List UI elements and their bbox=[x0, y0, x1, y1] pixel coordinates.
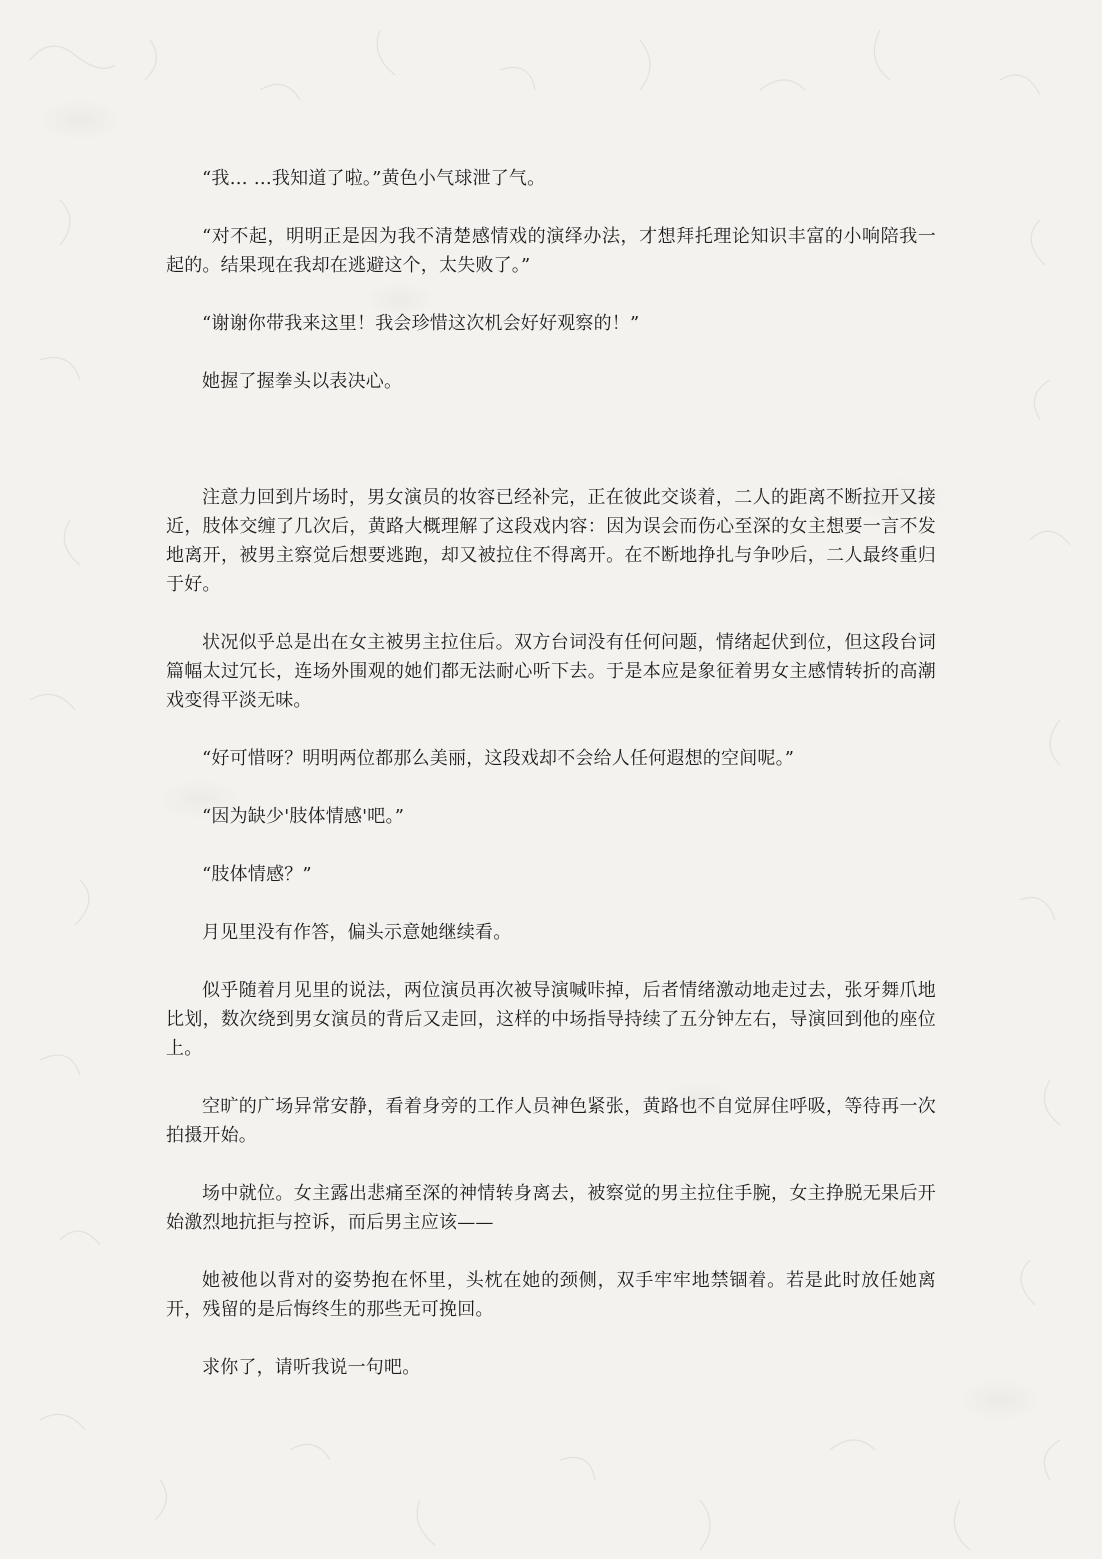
paragraph: “对不起，明明正是因为我不清楚感情戏的演绎办法，才想拜托理论知识丰富的小响陪我一起的。结果现在我却在逃避这个，太失败了。” bbox=[166, 226, 936, 276]
paragraph: 月见里没有作答，偏头示意她继续看。 bbox=[202, 922, 512, 943]
paragraph: 状况似乎总是出在女主被男主拉住后。双方台词没有任何问题，情绪起伏到位，但这段台词篇幅太过冗长，连场外围观的她们都无法耐心听下去。于是本应是象征着男女主感情转折的高潮戏变得平淡无味。 bbox=[166, 632, 936, 711]
paragraph: “好可惜呀？明明两位都那么美丽，这段戏却不会给人任何遐想的空间呢。” bbox=[202, 748, 795, 769]
paragraph: 似乎随着月见里的说法，两位演员再次被导演喊咔掉，后者情绪激动地走过去，张牙舞爪地比划，数次绕到男女演员的背后又走回，这样的中场指导持续了五分钟左右，导演回到他的座位上。 bbox=[166, 980, 936, 1059]
text-body bbox=[166, 164, 936, 1382]
paragraph: “我… …我知道了啦。”黄色小气球泄了气。 bbox=[202, 168, 546, 189]
paragraph: 她握了握拳头以表决心。 bbox=[202, 371, 403, 392]
paragraph: 注意力回到片场时，男女演员的妆容已经补完，正在彼此交谈着，二人的距离不断拉开又接近，肢体交缠了几次后，黄路大概理解了这段戏内容：因为误会而伤心至深的女主想要一言不发地离开，被男主察觉后想要逃跑，却又被拉住不得离开。在不断地挣扎与争吵后，二人最终重归于好。 bbox=[166, 487, 936, 595]
paragraph: 空旷的广场异常安静，看着身旁的工作人员神色紧张，黄路也不自觉屏住呼吸，等待再一次拍摄开始。 bbox=[166, 1096, 936, 1146]
paragraph: “肢体情感？” bbox=[202, 864, 312, 885]
paragraph: “因为缺少'肢体情感'吧。” bbox=[202, 806, 405, 827]
section-break bbox=[166, 396, 936, 425]
paragraph: 场中就位。女主露出悲痛至深的神情转身离去，被察觉的男主拉住手腕，女主挣脱无果后开始激烈地抗拒与控诉，而后男主应该—— bbox=[166, 1183, 936, 1233]
paragraph: “谢谢你带我来这里！我会珍惜这次机会好好观察的！” bbox=[202, 313, 640, 334]
paragraph: 求你了，请听我说一句吧。 bbox=[202, 1357, 421, 1378]
paragraph: 她被他以背对的姿势抱在怀里，头枕在她的颈侧，双手牢牢地禁锢着。若是此时放任她离开，残留的是后悔终生的那些无可挽回。 bbox=[166, 1270, 936, 1320]
